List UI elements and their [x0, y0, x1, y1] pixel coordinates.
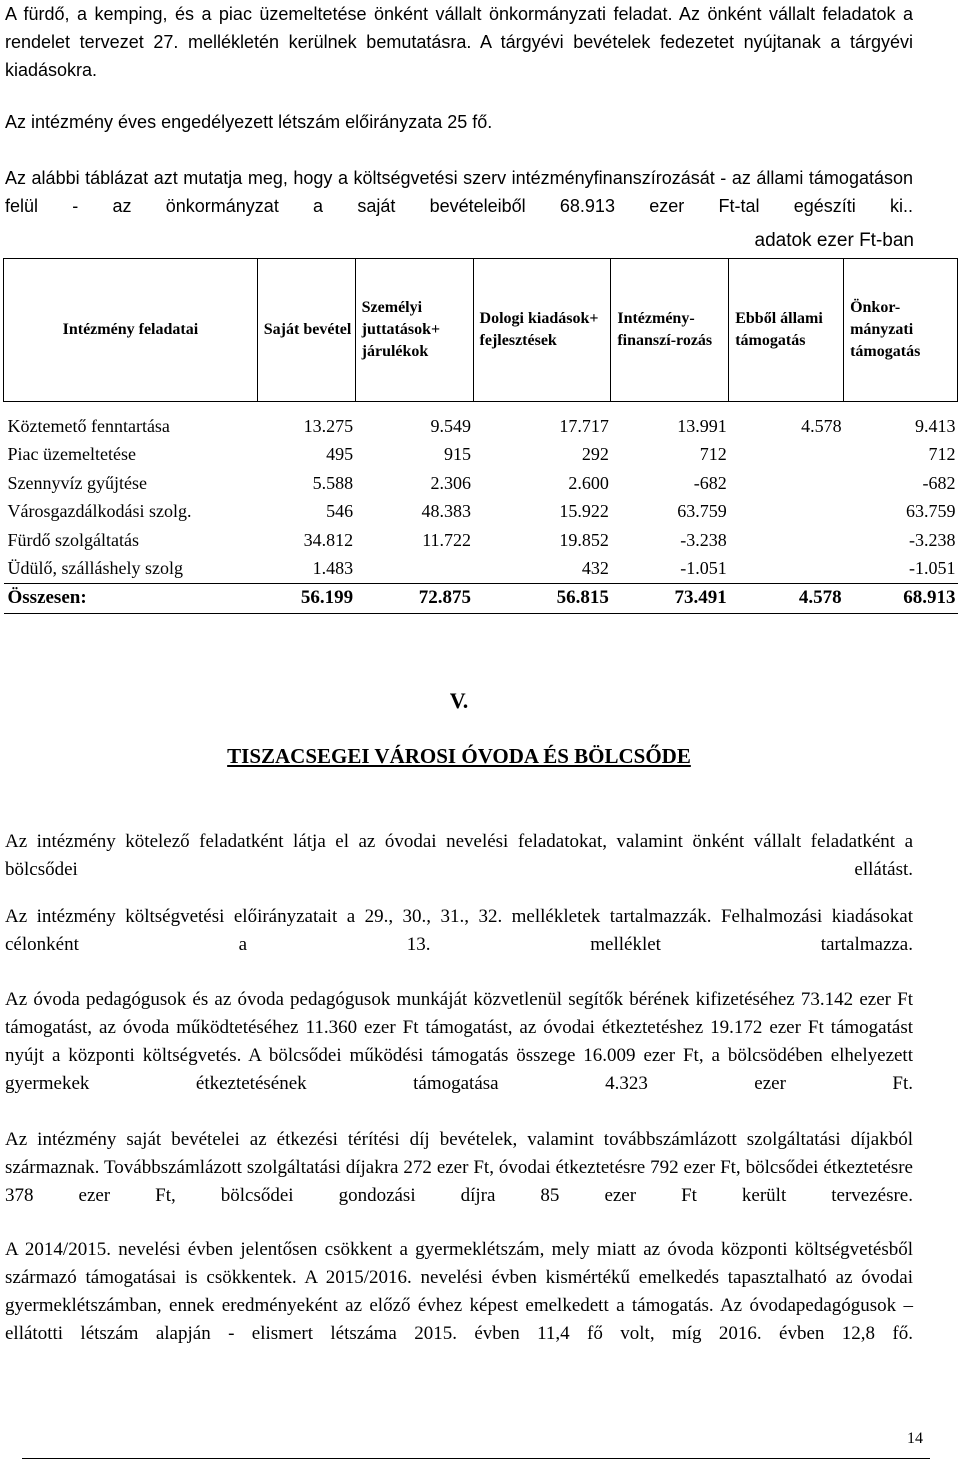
table-cell: 712	[928, 444, 956, 465]
row-label: Szennyvíz gyűjtése	[7, 472, 147, 493]
table-cell	[729, 469, 844, 498]
table-cell: 19.852	[559, 529, 609, 550]
table-cell: 34.812	[303, 529, 354, 550]
total-cell: 56.199	[257, 584, 355, 614]
table-cell: 17.717	[559, 415, 609, 436]
row-label: Fürdő szolgáltatás	[7, 529, 139, 550]
table-cell: -1.051	[680, 558, 727, 579]
body-paragraph-3: Az óvoda pedagógusok és az óvoda pedagógusok munkáját közvetlenül segítők bérének kifizetéséhez 73.142 ezer Ft támogatást, az óvoda működtetéséhez 11.360 ezer Ft támogatást, az óvodai étkeztetéshez 19.172 ezer Ft támogatást nyújt a központi költségvetés. A bölcsődei működési támogatás összege 16.009 ezer Ft, a bölcsödében elhelyezett gyermekek étkeztetésének támogatása 4.323 ezer Ft.	[5, 989, 913, 1094]
header-cell: Intézmény feladatai	[4, 259, 258, 402]
table-cell: 712	[699, 444, 727, 465]
budget-table	[3, 258, 958, 614]
table-cell: 292	[581, 444, 609, 465]
table-cell: 63.759	[677, 501, 727, 522]
section-title: TISZACSEGEI VÁROSI ÓVODA ÉS BÖLCSŐDE	[227, 744, 691, 768]
table-cell	[729, 498, 844, 527]
body-paragraph-5: A 2014/2015. nevelési évben jelentősen csökkent a gyermeklétszám, mely miatt az óvoda központi költségvetésből származó támogatásai is csökkentek. A 2015/2016. nevelési évben kismértékű emelkedés tapasztalható az óvodai gyermeklétszámban, ennek eredményeként az előző évhez képest emelkedett a támogatás. Az óvodapedagógusok – ellátotti létszám alapján - elismert létszáma 2015. évben 11,4 fő volt, míg 2016. évben 12,8 fő.	[5, 1239, 913, 1344]
total-cell: 68.913	[844, 584, 958, 614]
table-cell: 9.549	[430, 415, 472, 436]
total-cell: 73.491	[611, 584, 729, 614]
table-cell: 11.722	[422, 529, 472, 550]
table-cell: -682	[693, 472, 727, 493]
table-cell: 546	[326, 501, 354, 522]
table-cell: -3.238	[909, 529, 956, 550]
intro-paragraph-3: Az alábbi táblázat azt mutatja meg, hogy a költségvetési szerv intézményfinanszírozását - az állami támogatáson felül - az önkormányzat a saját bevételeiből 68.913 ezer Ft-tal egészíti ki..	[5, 168, 913, 216]
footer-rule	[22, 1458, 930, 1459]
table-cell: 15.922	[559, 501, 609, 522]
table-cell: 432	[581, 558, 609, 579]
table-row	[4, 555, 958, 584]
header-cell: Saját bevétel	[257, 259, 355, 402]
table-cell: -3.238	[680, 529, 727, 550]
table-cell: 5.588	[312, 472, 354, 493]
intro-paragraph-1: A fürdő, a kemping, és a piac üzemeltetése önként vállalt önkormányzati feladat. Az önként vállalt feladatok a rendelet tervezet 27. mellékletén kerülnek bemutatásra. A tárgyévi bevételek fedezetet nyújtanak a tárgyévi kiadásokra.	[5, 4, 913, 80]
body-paragraph-1: Az intézmény kötelező feladatként látja el az óvodai nevelési feladatokat, valamint önként vállalt feladatként a bölcsődei ellátást.	[5, 831, 913, 880]
table-row	[4, 526, 958, 555]
total-cell: 56.815	[473, 584, 611, 614]
table-cell	[729, 555, 844, 584]
table-cell: 13.991	[677, 415, 727, 436]
section-number: V.	[449, 688, 469, 713]
row-label: Köztemető fenntartása	[7, 415, 170, 436]
unit-note: adatok ezer Ft-ban	[754, 230, 914, 251]
table-cell: 63.759	[906, 501, 956, 522]
table-cell: 915	[444, 444, 472, 465]
header-cell: Intézmény-finanszí-rozás	[611, 259, 729, 402]
table-cell	[729, 526, 844, 555]
table-cell: 1.483	[312, 558, 354, 579]
table-row	[4, 412, 958, 441]
table-row	[4, 469, 958, 498]
body-paragraph-2: Az intézmény költségvetési előirányzatait a 29., 30., 31., 32. mellékletek tartalmazzák. Felhalmozási kiadásokat célonként a 13. melléklet tartalmazza.	[5, 906, 913, 955]
header-cell: Ebből állami támogatás	[729, 259, 844, 402]
table-cell: 2.306	[430, 472, 472, 493]
table-cell: -1.051	[909, 558, 956, 579]
table-cell: 4.578	[801, 415, 842, 436]
row-label: Városgazdálkodási szolg.	[7, 501, 192, 522]
table-header-row	[4, 259, 958, 402]
table-cell: 48.383	[421, 501, 472, 522]
table-row	[4, 441, 958, 470]
page-number: 14	[907, 1430, 923, 1447]
row-label: Piac üzemeltetése	[7, 444, 136, 465]
table-cell: 13.275	[303, 415, 354, 436]
intro-paragraph-2: Az intézmény éves engedélyezett létszám előirányzata 25 fő.	[5, 112, 493, 132]
table-cell: 2.600	[568, 472, 609, 493]
row-label: Üdülő, szálláshely szolg	[7, 558, 183, 579]
table-cell: 495	[326, 444, 354, 465]
table-cell: -682	[922, 472, 956, 493]
header-cell: Önkor-mányzati támogatás	[844, 259, 958, 402]
header-cell: Dologi kiadások+ fejlesztések	[473, 259, 611, 402]
table-cell	[355, 555, 473, 584]
total-cell: 72.875	[355, 584, 473, 614]
total-cell: 4.578	[729, 584, 844, 614]
table-cell: 9.413	[915, 415, 956, 436]
table-total-row	[4, 584, 958, 614]
header-cell: Személyi juttatások+ járulékok	[355, 259, 473, 402]
body-paragraph-4: Az intézmény saját bevételei az étkezési térítési díj bevételek, valamint továbbszámlázott szolgáltatási díjakból származnak. Továbbszámlázott szolgáltatási díjakra 272 ezer Ft, óvodai étkeztetésre 792 ezer Ft, bölcsődei étkeztetésre 378 ezer Ft, bölcsődei gondozási díjra 85 ezer Ft került tervezésre.	[5, 1129, 913, 1206]
total-label: Összesen:	[4, 584, 258, 614]
table-row	[4, 498, 958, 527]
table-cell	[729, 441, 844, 470]
